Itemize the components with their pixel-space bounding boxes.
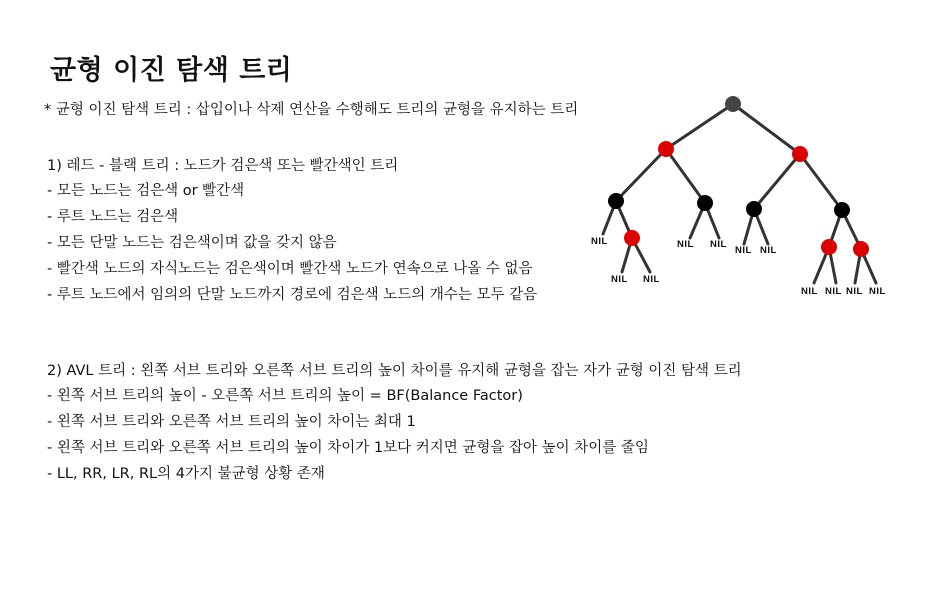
tree-node-red <box>658 141 674 157</box>
tree-node-red <box>624 230 640 246</box>
red-black-rule: - 모든 단말 노드는 검은색이며 값을 갖지 않음 <box>47 235 337 251</box>
avl-rule: - 왼쪽 서브 트리와 오른쪽 서브 트리의 높이 차이가 1보다 커지면 균형을 잡아 높이 차이를 줄임 <box>47 440 649 456</box>
avl-rule: - 왼쪽 서브 트리의 높이 - 오른쪽 서브 트리의 높이 = BF(Balance Factor) <box>47 388 523 404</box>
tree-edge <box>616 149 666 201</box>
tree-nodes <box>608 96 869 257</box>
red-black-rule: - 루트 노드는 검은색 <box>47 209 179 225</box>
tree-edges <box>603 104 876 283</box>
red-black-rule: - 모든 노드는 검은색 or 빨간색 <box>47 183 245 199</box>
tree-node-red <box>853 241 869 257</box>
page-title: 균형 이진 탐색 트리 <box>50 55 293 86</box>
tree-node-black <box>608 193 624 209</box>
avl-rule: - 왼쪽 서브 트리와 오른쪽 서브 트리의 높이 차이는 최대 1 <box>47 414 416 430</box>
tree-node-black <box>746 201 762 217</box>
definition-text: * 균형 이진 탐색 트리 : 삽입이나 삭제 연산을 수행해도 트리의 균형을 유지하는 트리 <box>44 102 579 118</box>
red-black-heading: 1) 레드 - 블랙 트리 : 노드가 검은색 또는 빨간색인 트리 <box>47 158 399 174</box>
nil-leaf-label: NIL <box>801 286 818 297</box>
tree-edge <box>754 154 800 209</box>
nil-leaf-label: NIL <box>760 245 777 256</box>
avl-rule: - LL, RR, LR, RL의 4가지 불균형 상황 존재 <box>47 466 325 482</box>
nil-leaf-label: NIL <box>825 286 842 297</box>
tree-edge <box>666 104 733 149</box>
tree-node-root <box>725 96 741 112</box>
nil-leaf-label: NIL <box>677 239 694 250</box>
red-black-rule: - 루트 노드에서 임의의 단말 노드까지 경로에 검은색 노드의 개수는 모두 같음 <box>47 287 538 303</box>
tree-edge <box>800 154 842 210</box>
tree-node-black <box>834 202 850 218</box>
nil-leaf-label: NIL <box>643 274 660 285</box>
nil-leaf-label: NIL <box>611 274 628 285</box>
nil-leaf-label: NIL <box>869 286 886 297</box>
red-black-rule: - 빨간색 노드의 자식노드는 검은색이며 빨간색 노드가 연속으로 나올 수 없음 <box>47 261 533 277</box>
avl-heading: 2) AVL 트리 : 왼쪽 서브 트리와 오른쪽 서브 트리의 높이 차이를 유지해 균형을 잡는 자가 균형 이진 탐색 트리 <box>47 363 742 379</box>
tree-node-red <box>821 239 837 255</box>
nil-leaf-label: NIL <box>591 236 608 247</box>
tree-edge <box>666 149 705 203</box>
nil-leaf-label: NIL <box>846 286 863 297</box>
tree-edge <box>733 104 800 154</box>
nil-leaf-label: NIL <box>710 239 727 250</box>
nil-leaf-label: NIL <box>735 245 752 256</box>
tree-node-red <box>792 146 808 162</box>
tree-node-black <box>697 195 713 211</box>
